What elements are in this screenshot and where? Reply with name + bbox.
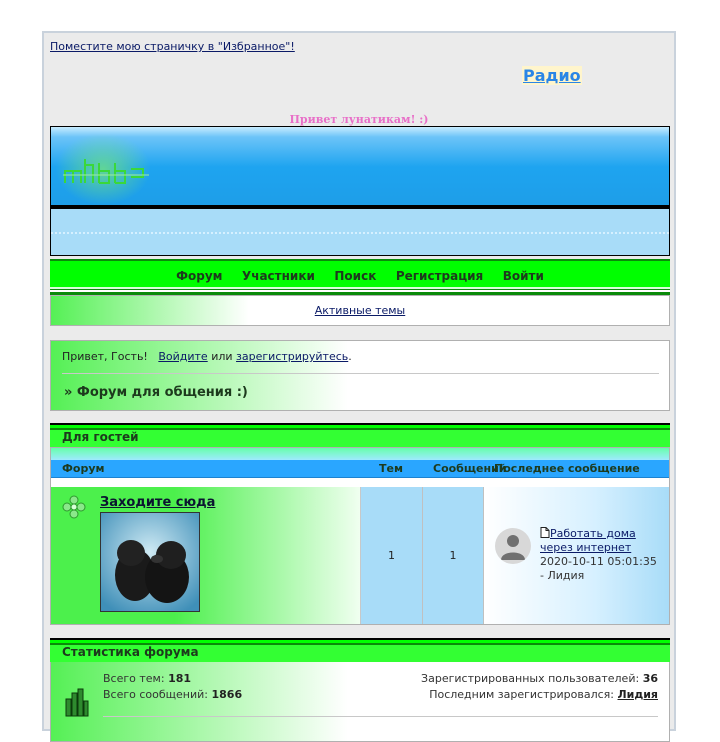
welcome-hello: Привет, Гость! [62,350,148,363]
col-forum: Форум [62,462,105,475]
last-registered-user-link[interactable]: Лидия [617,688,658,701]
stats-panel [50,662,670,742]
stats-users-label: Зарегистрированных пользователей: [421,672,640,685]
stats-topics [103,672,191,685]
last-post-info [540,527,665,583]
nav-search[interactable]: Поиск [334,269,377,283]
stats-last-reg-label: Последним зарегистрировался: [429,688,614,701]
last-post-author: - Лидия [540,569,585,582]
puppies-image-icon [101,513,199,611]
stats-last-registered [429,688,658,701]
nav-members[interactable]: Участники [241,269,315,283]
stats-topics-value: 181 [168,672,192,685]
welcome-divider [62,373,659,374]
stats-posts-label: Всего сообщений: [103,688,208,701]
radio-link[interactable]: Радио [523,66,581,85]
col-last-post: Последнее сообщение [494,462,640,475]
add-favorites-link[interactable]: Поместите мою страничку в "Избранное"! [50,40,295,53]
main-nav [50,259,670,295]
register-link[interactable]: зарегистрируйтесь [236,350,349,363]
nav-register[interactable]: Регистрация [395,269,484,283]
active-topics-bar [50,295,670,326]
site-logo-icon [63,153,153,187]
last-post-date: 2020-10-11 05:01:35 [540,555,657,568]
stats-topics-label: Всего тем: [103,672,165,685]
forum-cell [51,487,361,624]
welcome-period: . [348,350,352,363]
forum-name: » Форум для общения :) [64,385,248,400]
welcome-or: или [211,350,233,363]
nav-login[interactable]: Войти [502,269,544,283]
page-container [42,31,676,731]
col-topics: Тем [379,462,403,475]
table-row [51,487,669,624]
stats-icon [65,687,89,717]
stats-users [421,672,658,685]
forum-title-link[interactable]: Заходите сюда [100,495,216,510]
banner-divider [51,232,669,234]
stats-posts [103,688,242,701]
welcome-line [62,350,352,363]
last-post-link[interactable]: Работать дома через интернет [540,527,636,554]
stats-divider [103,716,658,717]
login-link[interactable]: Войдите [158,350,208,363]
stats-posts-value: 1866 [211,688,243,701]
table-header [51,460,669,478]
category-table [50,447,670,625]
stats-title: Статистика форума [62,645,199,659]
document-icon [540,527,550,538]
category-header [50,423,670,447]
category-stripe [51,448,669,460]
col-posts: Сообщений [433,462,507,475]
site-banner [50,126,670,256]
user-avatar[interactable] [495,528,531,564]
topics-count-cell: 1 [361,487,423,624]
greeting-text: Привет лунатикам! :) [289,113,429,126]
forum-status-icon [62,495,86,519]
welcome-panel [50,340,670,411]
last-post-cell [484,487,669,624]
stats-users-value: 36 [642,672,658,685]
user-avatar-icon [495,528,531,564]
stats-header [50,638,670,662]
category-title: Для гостей [62,430,139,444]
posts-count-cell: 1 [423,487,484,624]
active-topics-link[interactable]: Активные темы [314,304,406,317]
nav-forum[interactable]: Форум [176,269,223,283]
forum-image[interactable] [100,512,200,612]
